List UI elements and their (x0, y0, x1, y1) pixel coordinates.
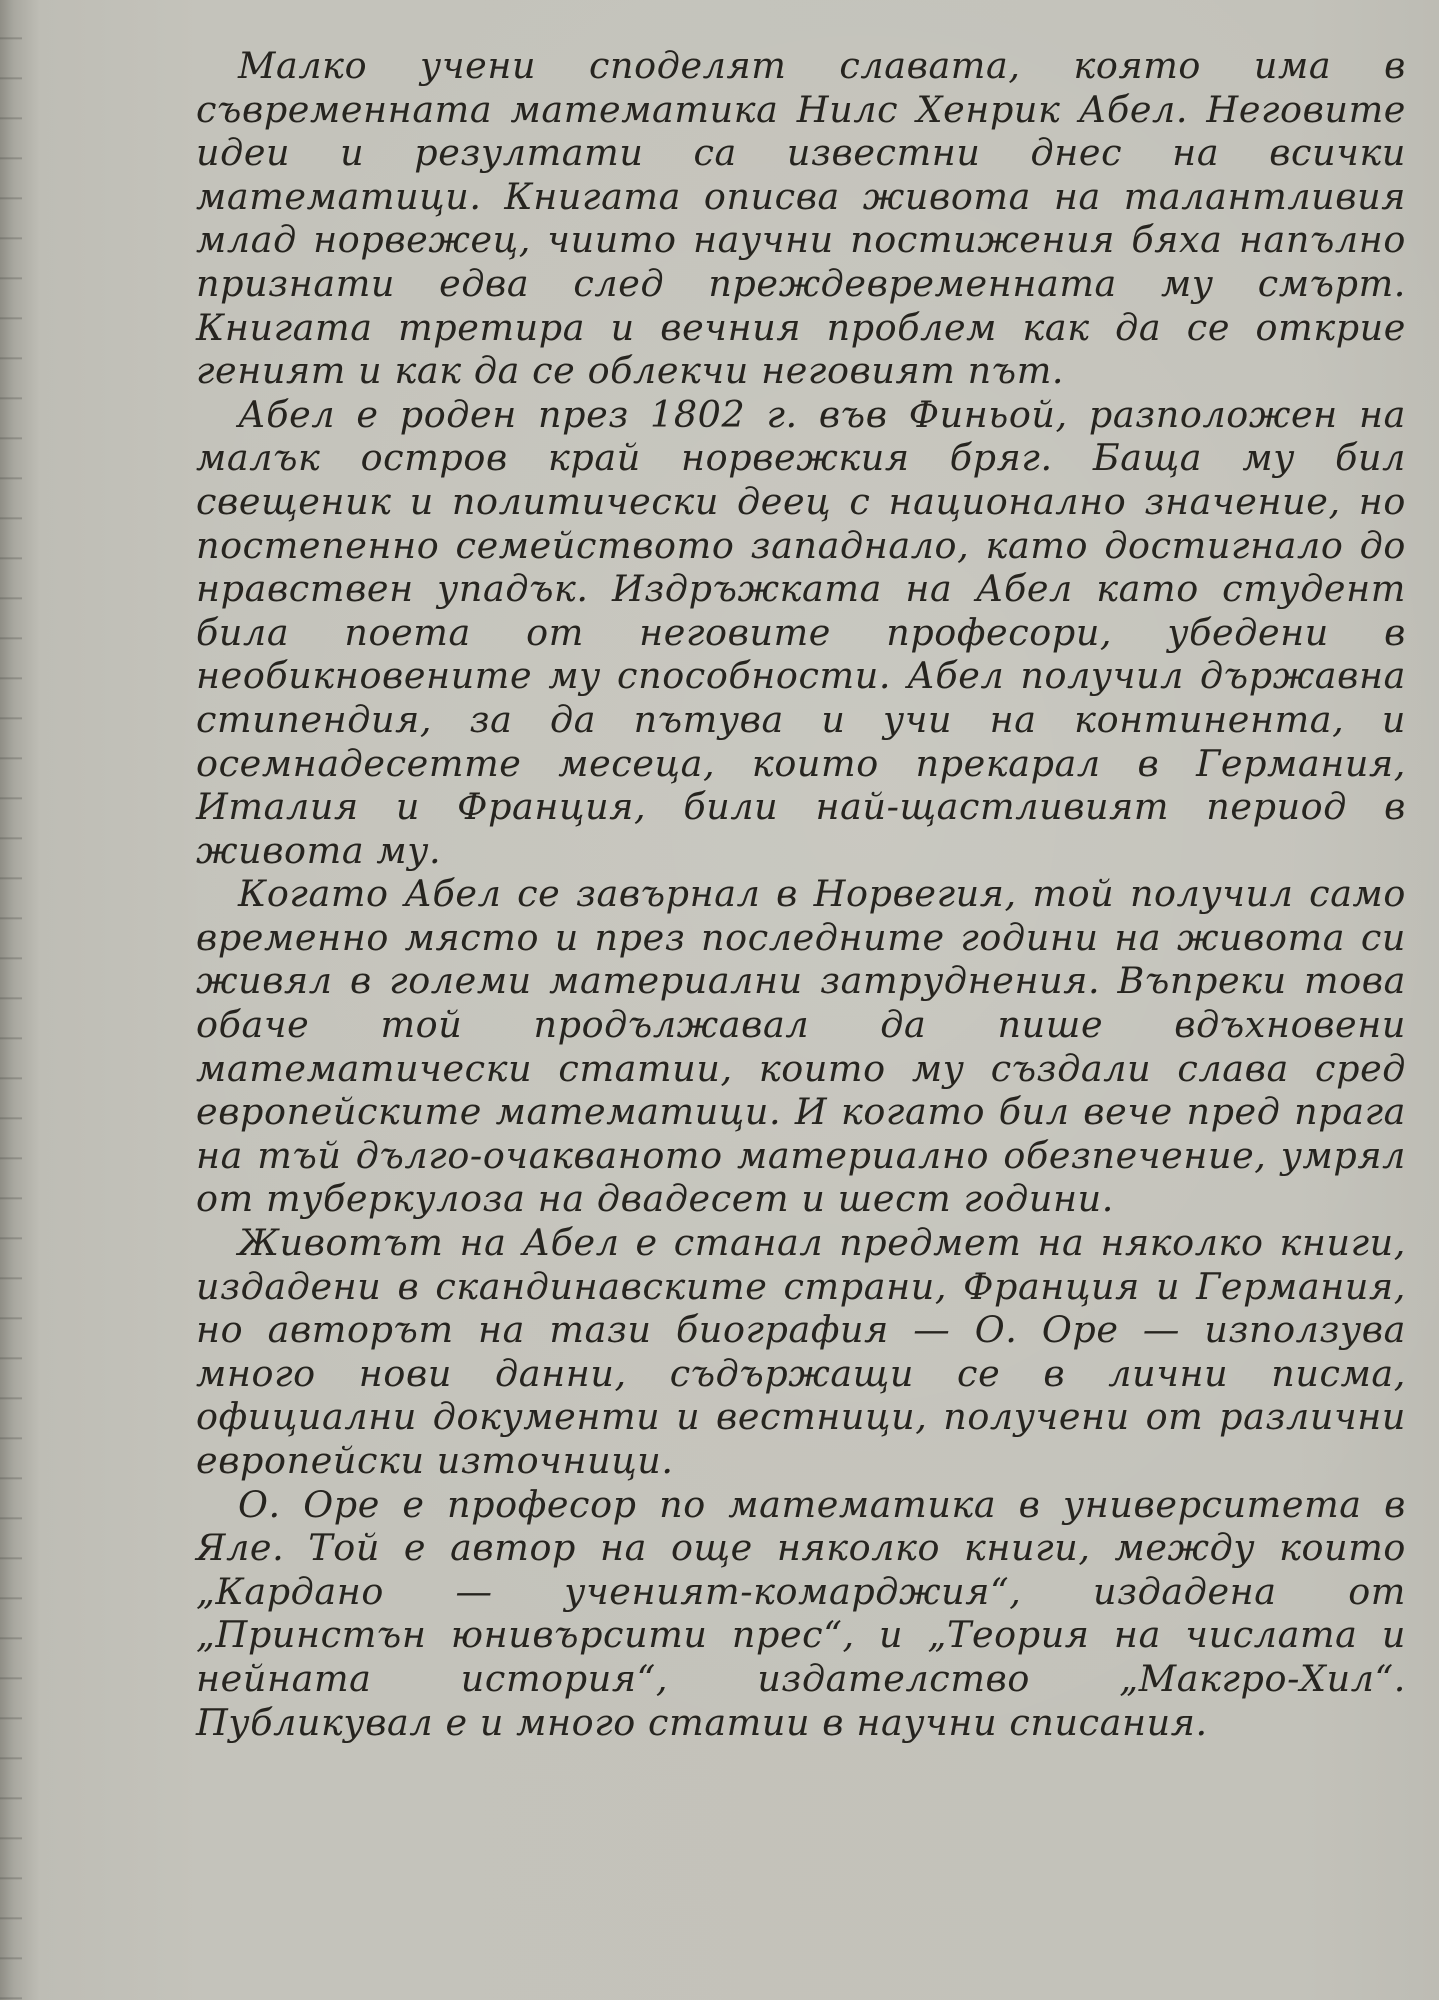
paragraph-return-norway: Когато Абел се завърнал в Норвегия, той получил само временно място и през последните години на живота си живял в големи материални затруднения. Въпреки това обаче той продължавал да пише вдъхновени математически статии, които му създали слава сред европейските математици. И когато бил вече пред прага на тъй дълго-очакваното материално обезпечение, умрял от туберкулоза на двадесет и шест години. (196, 872, 1406, 1221)
paragraph-biography: Абел е роден през 1802 г. във Финьой, разположен на малък остров край норвежкия бряг. Баща му бил свещеник и политически деец с национално значение, но постепенно семейството западнало, като достигнало до нравствен упадък. Издръжката на Абел като студент била поета от неговите професори, убедени в необикновените му способности. Абел получил държавна стипендия, за да пътува и учи на континента, и осемнадесетте месеца, които прекарал в Германия, Италия и Франция, били най-щастливият период в живота му. (196, 392, 1406, 872)
paragraph-author: О. Оре е професор по математика в университета в Яле. Той е автор на още няколко книги, между които „Кардано — ученият-комарджия“, издадена от „Принстън юнивърсити прес“, и „Теория на числата и нейната история“, издателство „Макгро-Хил“. Публикувал е и много статии в научни списания. (196, 1482, 1406, 1744)
paragraph-sources: Животът на Абел е станал предмет на няколко книги, издадени в скандинавските страни, Франция и Германия, но авторът на тази биография — О. Оре — използува много нови данни, съдържащи се в лични писма, официални документи и вестници, получени от различни европейски източници. (196, 1221, 1406, 1482)
page-edge (0, 0, 22, 2000)
paragraph-intro: Малко учени споделят славата, която има в съвременната математика Нилс Хенрик Абел. Неговите идеи и резултати са известни днес на всички математици. Книгата описва живота на талантливия млад норвежец, чиито научни постижения бяха напълно признати едва след преждевременната му смърт. Книгата третира и вечния проблем как да се открие геният и как да се облекчи неговият път. (196, 44, 1406, 393)
annotation-text (196, 44, 1406, 1744)
